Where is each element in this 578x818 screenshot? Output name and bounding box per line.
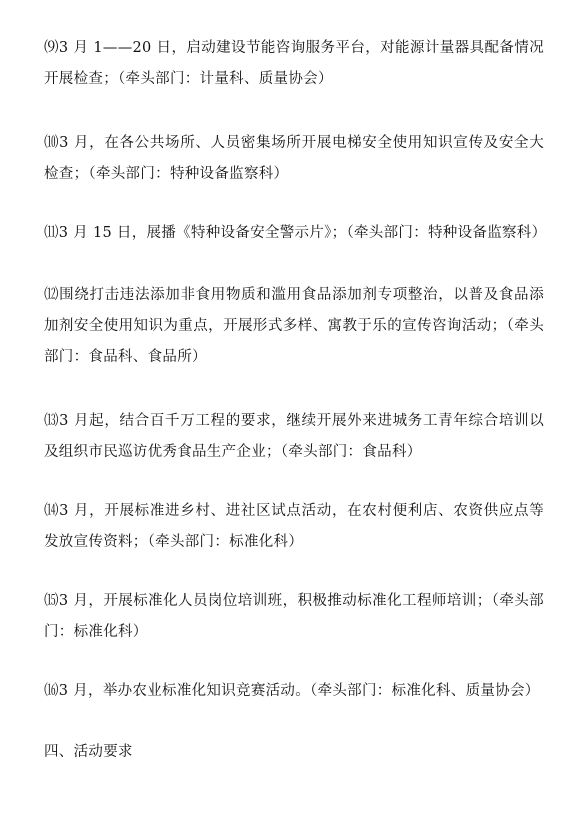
section-heading: 四、活动要求 bbox=[44, 744, 133, 760]
activity-item-13: ⒀3 月起，结合百千万工程的要求，继续开展外来进城务工青年综合培训以及组织市民巡访优秀食品生产企业；（牵头部门：食品科） bbox=[44, 413, 544, 460]
activity-item-10: ⑽3 月，在各公共场所、人员密集场所开展电梯安全使用知识宣传及安全大检查；（牵头部门：特种设备监察科） bbox=[44, 135, 544, 182]
activity-item-9: ⑼3 月 1——20 日，启动建设节能咨询服务平台，对能源计量器具配备情况开展检查；（牵头部门：计量科、质量协会） bbox=[44, 40, 544, 87]
activity-item-14: ⒁3 月，开展标准进乡村、进社区试点活动，在农村便利店、农资供应点等发放宣传资料；（牵头部门：标准化科） bbox=[44, 503, 544, 550]
activity-item-11: ⑾3 月 15 日，展播《特种设备安全警示片》；（牵头部门：特种设备监察科） bbox=[44, 225, 547, 241]
activity-item-15: ⒂3 月，开展标准化人员岗位培训班，积极推动标准化工程师培训；（牵头部门：标准化科） bbox=[44, 593, 544, 640]
activity-item-16: ⒃3 月，举办农业标准化知识竞赛活动。（牵头部门：标准化科、质量协会） bbox=[44, 683, 540, 699]
activity-item-12: ⑿围绕打击违法添加非食用物质和滥用食品添加剂专项整治，以普及食品添加剂安全使用知识为重点，开展形式多样、寓教于乐的宣传咨询活动；（牵头部门：食品科、食品所） bbox=[44, 287, 544, 365]
